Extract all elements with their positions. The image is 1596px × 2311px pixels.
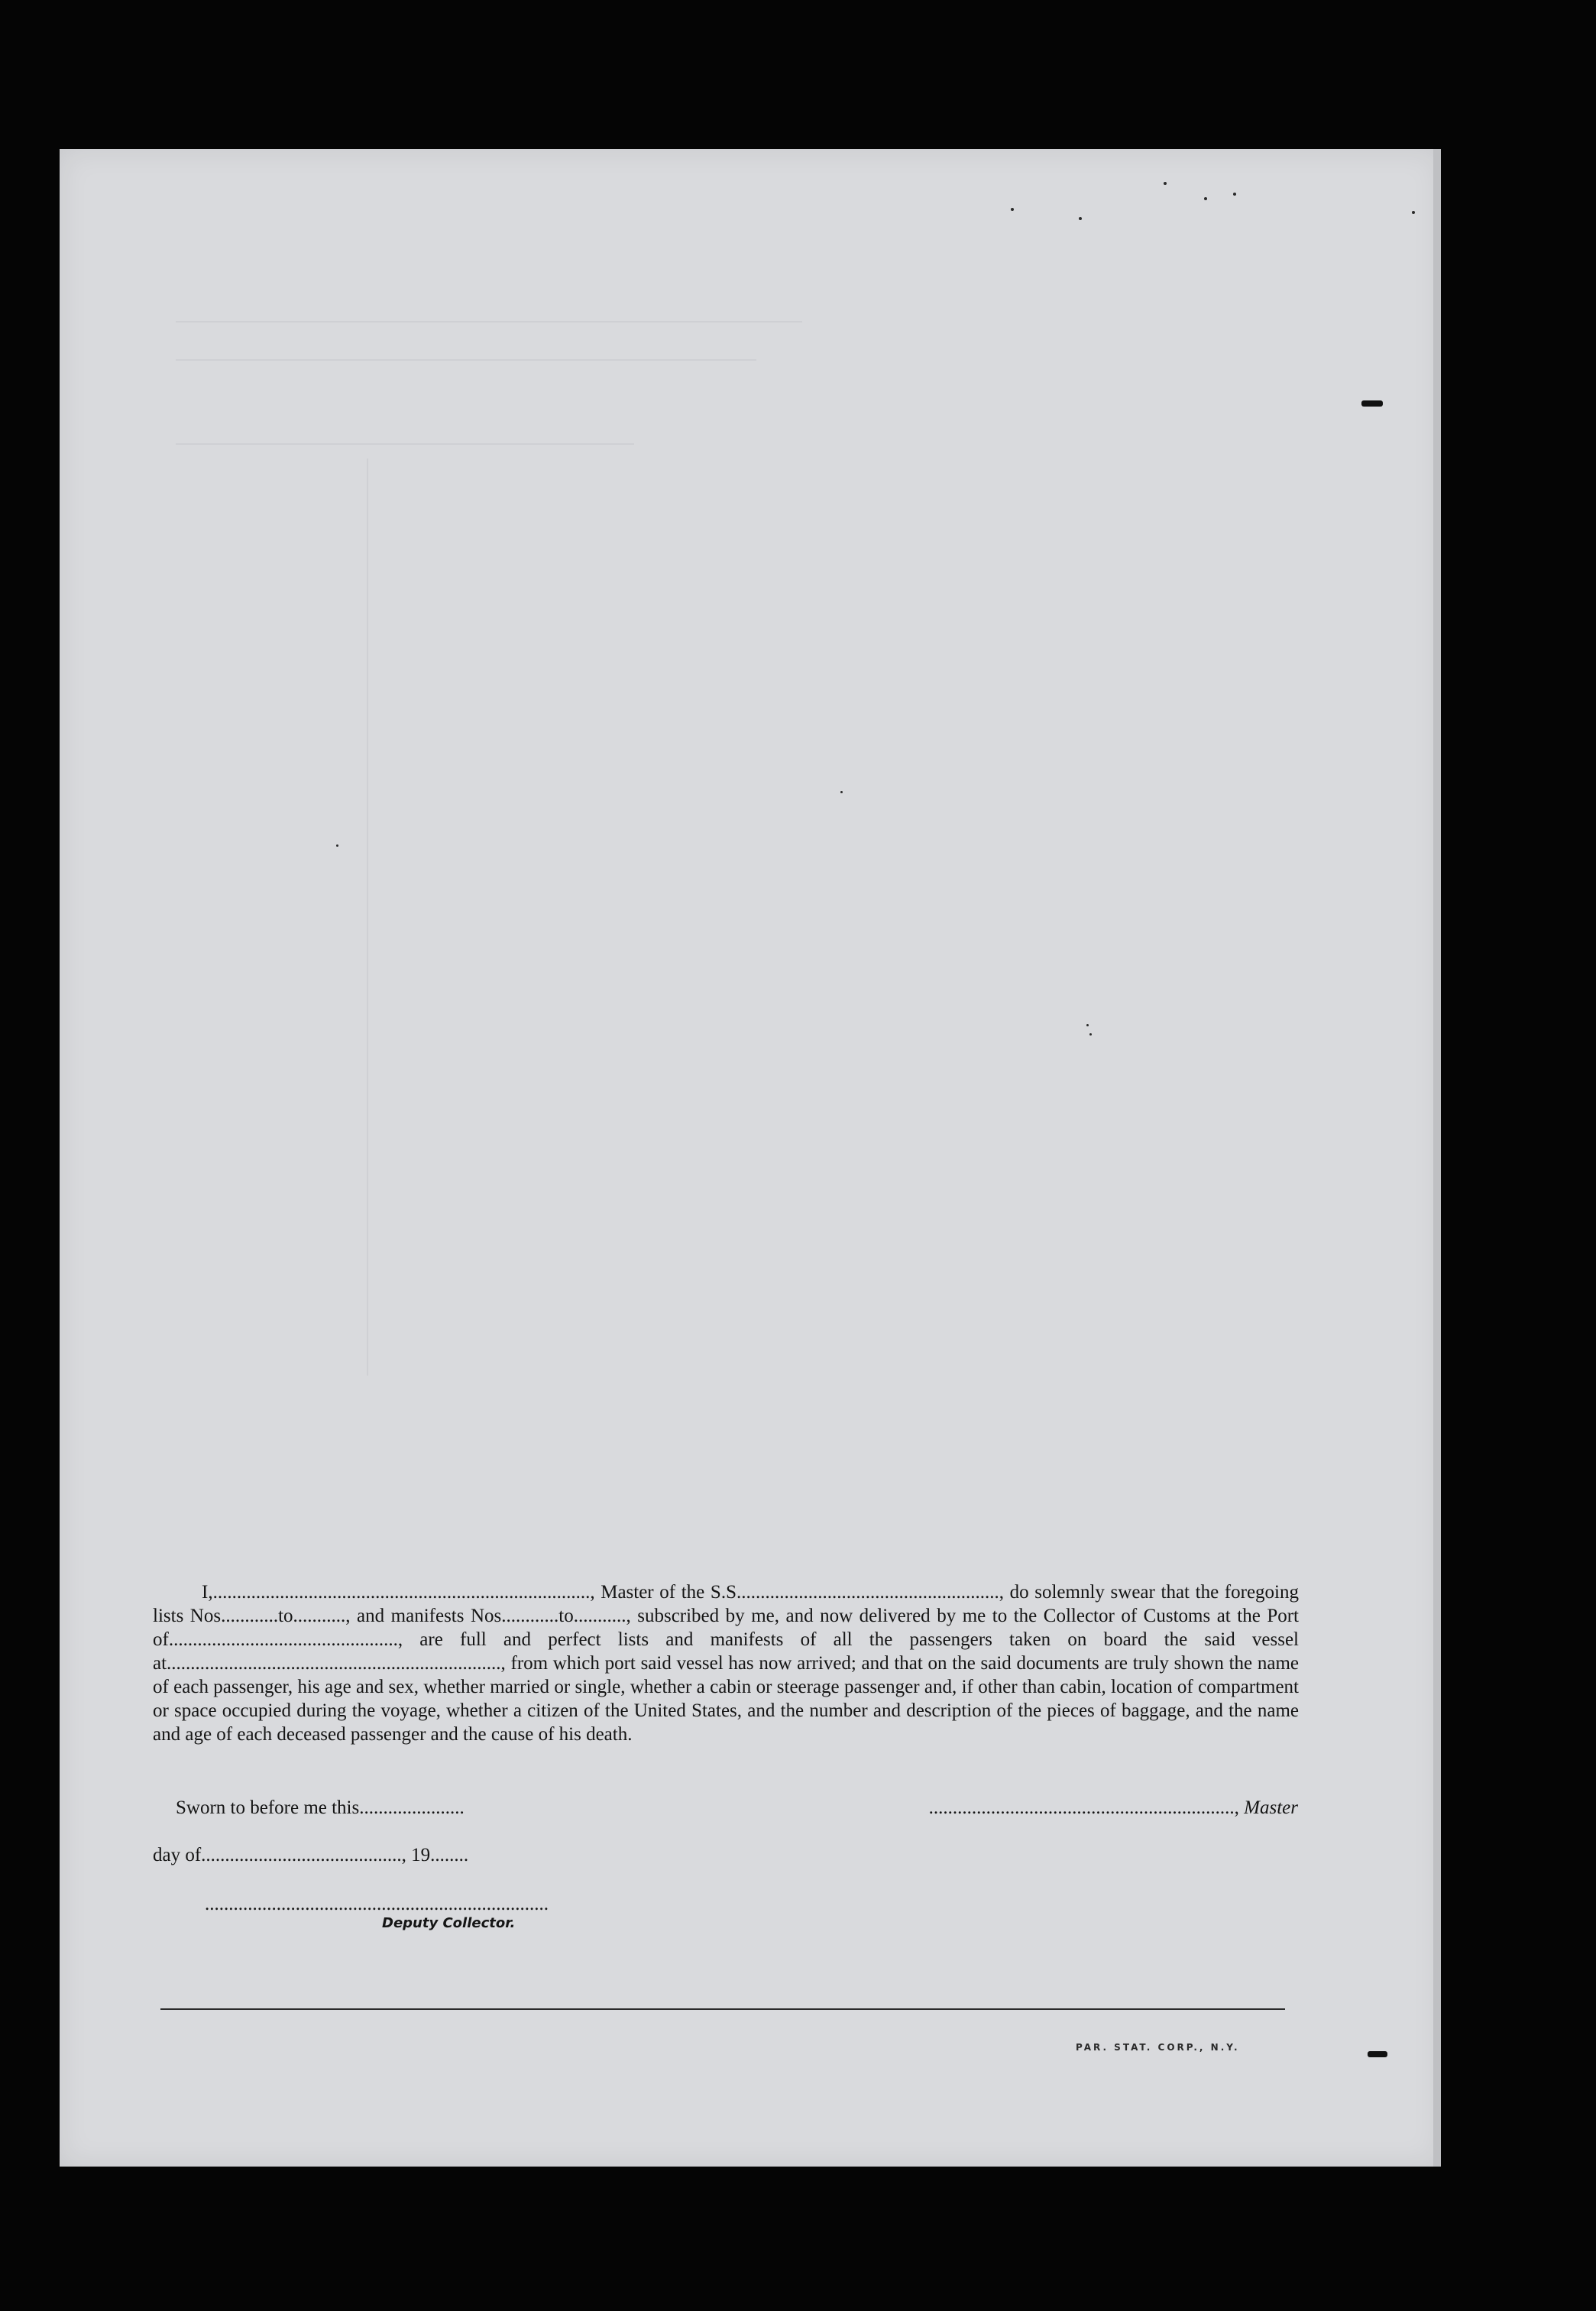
margin-mark [1361, 400, 1383, 407]
dust-speck [1089, 1033, 1092, 1036]
dust-speck [1233, 193, 1236, 196]
oath-text: I,..............................................................................., Master of the S.S......................................................., do solemnly swear that the foregoing lists Nos............to..........., and manifests Nos............to..........., subscribed by me, and now delivered by me to the Collector of Customs at the Port of................................................, are full and perfect lists and manifests of all the passengers taken on board the said vessel at......................................................................, from which port said vessel has now arrived; and that on the said documents are truly shown the name of each passenger, his age and sex, whether married or single, whether a cabin or steerage passenger and, if other than cabin, location of compartment or space occupied during the voyage, whether a citizen of the United States, and the number and description of the pieces of baggage, and the name and age of each deceased passenger and the cause of his death. [153, 1582, 1299, 1745]
day-text: day of.........................................., 19........ [153, 1845, 469, 1865]
bleed-through-line [176, 359, 756, 361]
printer-imprint: PAR. STAT. CORP., N.Y. [1076, 2042, 1240, 2053]
deputy-collector-label: Deputy Collector. [382, 1915, 516, 1931]
dust-speck [1079, 217, 1082, 220]
dust-speck [840, 791, 843, 793]
dust-speck [1086, 1024, 1089, 1026]
master-signature-line [929, 1797, 1298, 1819]
date-line [153, 1845, 468, 1866]
dust-speck [1412, 211, 1415, 214]
dust-speck [1204, 197, 1207, 200]
deputy-signature-dots: ........................................................................ [205, 1894, 549, 1914]
bleed-through-line [176, 321, 802, 323]
dust-speck [336, 844, 338, 847]
master-dots: ................................................................, [928, 1797, 1239, 1818]
bleed-through-line [176, 443, 634, 445]
dust-speck [1164, 182, 1167, 185]
sheet-edge [1433, 149, 1441, 2167]
horizontal-rule [160, 2008, 1285, 2010]
sworn-line [176, 1797, 465, 1819]
dust-speck [1011, 208, 1014, 211]
oath-paragraph [153, 1580, 1299, 1746]
margin-mark [1368, 2051, 1387, 2057]
sworn-text: Sworn to before me this...................... [176, 1797, 465, 1818]
master-label: Master [1244, 1797, 1298, 1818]
bleed-through-line [367, 459, 368, 1376]
